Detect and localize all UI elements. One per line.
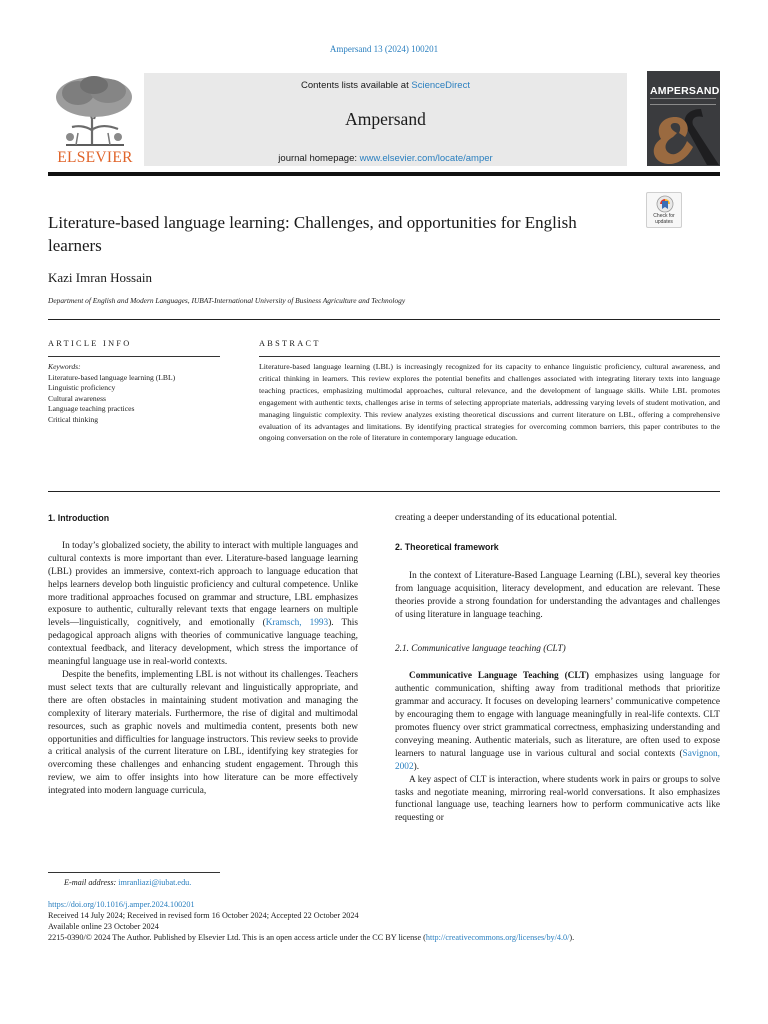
abstract-heading: ABSTRACT	[259, 339, 321, 348]
clt-paragraph-1	[395, 670, 720, 773]
clt-p1-text-b: ).	[413, 761, 420, 772]
article-title: Literature-based language learning: Challenges, and opportunities for English learners	[48, 213, 577, 255]
crossmark-icon	[656, 195, 674, 213]
keyword-item: Cultural awareness	[48, 393, 106, 403]
license-line	[48, 932, 720, 943]
contents-prefix: Contents lists available at	[301, 80, 412, 91]
intro-p1-text-a: In today’s globalized society, the ability to interact with multiple languages and cultural contexts is more important than ever. Literature-based language learning (LBL) provides an immersive, context-rich approach to language education that helps learners develop both linguistic proficiency and cultural competence. Unlike more traditional approaches focused on grammar and structure, LBL emphasizes exposure to authentic, culturally relevant texts that engage learners on multiple levels—linguistically, cognitively, and emotionally (	[48, 540, 358, 629]
article-info-rule	[48, 356, 220, 357]
journal-homepage-link[interactable]: www.elsevier.com/locate/amper	[359, 153, 493, 164]
journal-title: Ampersand	[345, 109, 426, 129]
section-heading-theoretical-framework: 2. Theoretical framework	[395, 541, 499, 552]
license-text-b: ).	[569, 933, 575, 942]
doi-link[interactable]: https://doi.org/10.1016/j.amper.2024.100201	[48, 900, 195, 909]
clt-p1-text-a: emphasizes using language for authentic communication, shifting away from traditional methods that prioritize grammar and accuracy. It focuses on developing learners’ communicative competence by encouraging them to engage with language meaningfully in real-life contexts. CLT promotes fluency over strict grammatical correctness, emphasizing understanding and conveying meaning. Authentic materials, such as literature, are often used to expose learners to natural language use in various cultural and social contexts (	[395, 671, 720, 759]
crossmark-label-line1: Check for	[653, 213, 675, 219]
info-top-rule	[48, 319, 720, 320]
license-link[interactable]: http://creativecommons.org/licenses/by/4.0/	[425, 933, 570, 942]
keyword-item: Literature-based language learning (LBL)	[48, 372, 176, 382]
email-link[interactable]: imranliazi@iubat.edu.	[118, 878, 192, 887]
received-dates: Received 14 July 2024; Received in revised form 16 October 2024; Accepted 22 October 2024	[48, 911, 359, 920]
crossmark-label	[647, 213, 681, 225]
online-date: Available online 23 October 2024	[48, 922, 159, 931]
subsection-heading-clt: 2.1. Communicative language teaching (CLT)	[395, 644, 566, 655]
section-heading-introduction: 1. Introduction	[48, 513, 110, 523]
keyword-item: Language teaching practices	[48, 404, 135, 414]
email-footnote	[64, 878, 191, 887]
author-affiliation: Department of English and Modern Languages, IUBAT-International University of Business Agriculture and Technology	[48, 296, 406, 305]
intro-paragraph-1	[48, 540, 358, 669]
theory-paragraph-1: In the context of Literature-Based Language Learning (LBL), several key theories from language acquisition, literacy development, and education are relevant. These theories provide a strong foundation for understanding the advantages and challenges of using literature in language teaching.	[395, 570, 720, 620]
license-text-a: 2215-0390/© 2024 The Author. Published by Elsevier Ltd. This is an open access article under the CC BY license (	[48, 933, 426, 942]
abstract-text: Literature-based language learning (LBL) is increasingly recognized for its capacity to enhance linguistic proficiency, cultural awareness, and critical thinking in learners. This review explores the potential benefits and challenges associated with integrating literary texts into language teaching practices, emphasizing multimodal approaches, cultural relevance, and the development of language skills. While LBL promotes engagement with authentic texts, challenges arise in terms of selecting appropriate materials, addressing varying levels of student motivation, and managing linguistic complexity. This review analyzes existing theoretical discussions and current literature on LBL, offering a comprehensive evaluation of its advantages and limitations. By identifying practical strategies for overcoming common barriers, this paper contributes to the ongoing conversation on the role of literature in contemporary language education.	[259, 362, 720, 443]
cover-subtitle-lines	[650, 98, 716, 105]
citation-link-savignon[interactable]: Savignon, 2002	[395, 748, 720, 772]
clt-bold-term: Communicative Language Teaching (CLT)	[409, 671, 590, 682]
journal-reference[interactable]: Ampersand 13 (2024) 100201	[329, 44, 439, 54]
article-info-heading: ARTICLE INFO	[48, 339, 132, 348]
intro-p1-text-b: ). This pedagogical approach aligns with theories of communicative language teaching, contextual feedback, and literacy development, which stress the importance of meaningful language use in real-world contexts.	[48, 618, 358, 668]
masthead-rule	[48, 172, 720, 176]
citation-link-kramsch[interactable]: Kramsch, 1993	[265, 618, 329, 629]
email-label: E-mail address:	[64, 878, 119, 887]
intro-continuation: creating a deeper understanding of its educational potential.	[395, 513, 618, 523]
cover-title: AMPERSAND	[650, 85, 720, 97]
body-left-column	[48, 512, 358, 798]
journal-masthead	[48, 71, 720, 168]
body-right-column	[395, 512, 720, 825]
abstract-rule	[259, 356, 720, 357]
clt-paragraph-2: A key aspect of CLT is interaction, where students work in pairs or groups to solve tasks and negotiate meaning, mirroring real-world conversations. It also emphasizes functional language use, teaching learners how to perform communicative acts like requesting or	[395, 774, 720, 824]
article-metadata	[48, 899, 720, 943]
elsevier-tree-logo	[48, 71, 142, 168]
abstract-bottom-rule	[48, 491, 720, 492]
keywords-block	[48, 362, 220, 426]
elsevier-wordmark: ELSEVIER	[57, 149, 133, 166]
check-for-updates-badge[interactable]	[646, 192, 682, 228]
keywords-label: Keywords:	[48, 362, 81, 371]
keyword-item: Critical thinking	[48, 414, 98, 424]
keyword-item: Linguistic proficiency	[48, 383, 116, 393]
journal-header-band	[144, 73, 627, 166]
cover-ampersand-graphic	[647, 107, 720, 166]
contents-line	[144, 80, 627, 91]
sciencedirect-link[interactable]: ScienceDirect	[411, 80, 470, 91]
footnote-rule	[48, 872, 220, 873]
crossmark-label-line2: updates	[655, 219, 673, 225]
homepage-prefix: journal homepage:	[278, 153, 360, 164]
journal-cover-thumbnail[interactable]	[647, 71, 720, 166]
homepage-line	[144, 153, 627, 164]
author-name: Kazi Imran Hossain	[48, 270, 152, 285]
intro-paragraph-2: Despite the benefits, implementing LBL is not without its challenges. Teachers must select texts that are culturally relevant and linguistically appropriate, and there are often obstacles in maintaining student motivation and managing the complexity of literary materials. Furthermore, the rise of digital and multimodal resources, such as graphic novels and multimedia content, presents both new opportunities and difficulties for language instructors. This review seeks to provide a critical analysis of the current literature on LBL, identifying key strategies for overcoming these challenges and enhancing student engagement. Through this review, we aim to offer insights into how literature can be more effectively integrated into modern language curricula,	[48, 669, 358, 797]
